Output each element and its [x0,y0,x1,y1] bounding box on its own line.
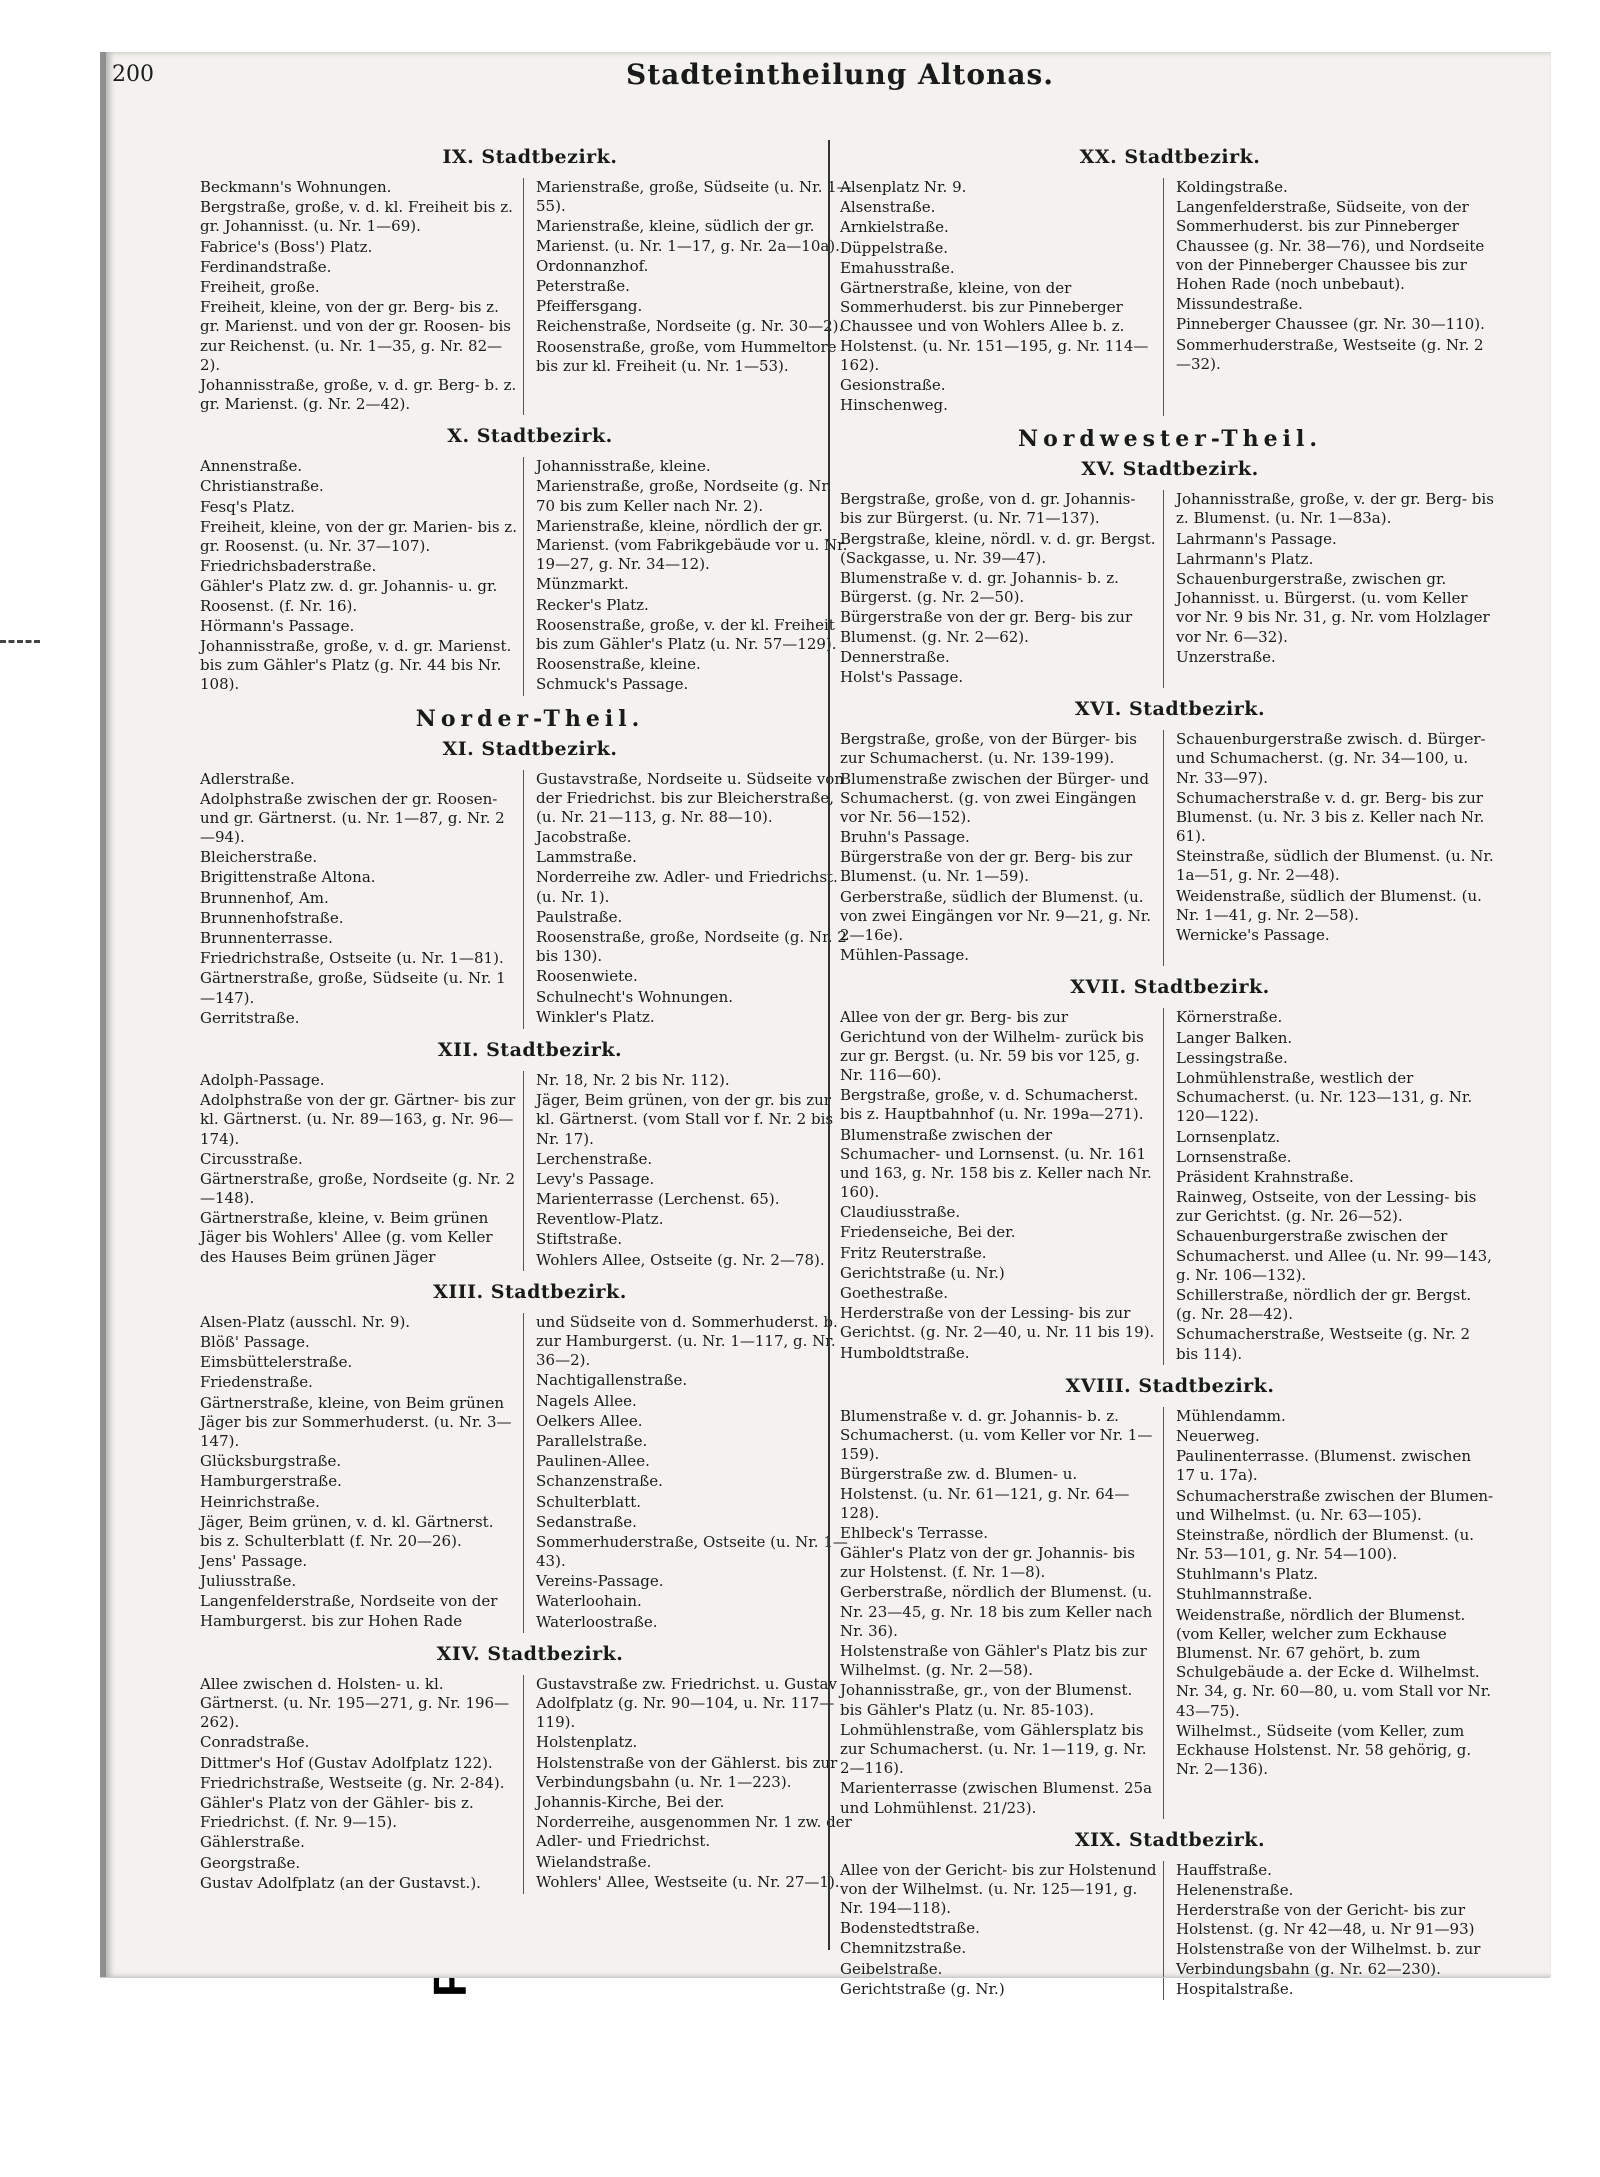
street-subcolumn [536,1675,860,1894]
district-heading: XVI. Stadtbezirk. [1074,698,1266,721]
street-entry: Ordonnanzhof. [536,256,649,275]
street-entry: Peterstraße. [536,276,630,295]
street-entry: Hinschenweg. [840,396,948,415]
street-entry: Paulinenterrasse. (Blumenst. zwischen 17 u. 17a). [1176,1447,1472,1485]
street-entry: Lohmühlenstraße, vom Gählersplatz bis zur Schumacherst. (u. Nr. 1—119, g. Nr. 2—116). [840,1720,1147,1778]
street-entry: Schanzenstraße. [536,1472,663,1491]
street-entry: Schumacherstraße, Westseite (g. Nr. 2 bis 114). [1176,1325,1471,1363]
street-entry: Fabrice's (Boss') Platz. [200,237,373,256]
street-entry: Bergstraße, kleine, nördl. v. d. gr. Bergst. (Sackgasse, u. Nr. 39—47). [840,529,1156,567]
street-entry: Sedanstraße. [536,1512,637,1531]
street-entry: Friedenstraße. [200,1373,313,1392]
right-column [840,140,1500,2010]
street-entry: Weidenstraße, nördlich der Blumenst. (vom Keller, welcher zum Eckhause Blumenst. Nr. 67 gehört, b. zum Schulgebäude a. der Ecke d. Wilhelmst. Nr. 34, g. Nr. 60—80, u. vom Stall vor Nr. 43—75). [1176,1605,1491,1720]
street-entry: Schauenburgerstraße zwischen der Schumacherst. und Allee (u. Nr. 99—143, g. Nr. 106—132). [1176,1227,1492,1284]
street-subcolumn [1176,730,1500,966]
left-column [200,140,860,1904]
district-heading: X. Stadtbezirk. [447,425,613,448]
street-subcolumn [840,490,1164,688]
street-entry: Reventlow-Platz. [536,1210,664,1229]
street-entry: Gustav Adolfplatz (an der Gustavst.). [200,1873,481,1892]
street-entry: Missundestraße. [1176,295,1303,314]
street-entry: Schauenburgerstraße zwisch. d. Bürger- und Schumacherst. (g. Nr. 34—100, u. Nr. 33—97). [1176,730,1486,787]
street-entry: Marienstraße, kleine, nördlich der gr. Marienst. (vom Fabrikgebäude vor u. Nr. 19—27, g. Nr. 34—12). [536,516,848,574]
street-entry: Gärtnerstraße, kleine, von Beim grünen Jäger bis zur Sommerhuderst. (u. Nr. 3—147). [200,1393,512,1450]
street-entry: Brunnenhofstraße. [200,908,344,927]
street-entry: Johannisstraße, gr., von der Blumenst. bis Gähler's Platz (u. Nr. 85-103). [840,1681,1133,1719]
street-entry: Emahusstraße. [840,258,955,277]
street-entry: Wielandstraße. [536,1852,652,1871]
street-entry: Dennerstraße. [840,647,950,666]
page-number: 200 [112,62,154,87]
street-subcolumn [840,730,1164,966]
street-entry: Freiheit, kleine, von der gr. Berg- bis z. gr. Marienst. und von der gr. Roosen- bis zur Reichenst. (u. Nr. 1—35, g. Nr. 82—2). [200,298,511,374]
street-entry: Marienstraße, große, Südseite (u. Nr. 1—55). [536,178,852,216]
street-subcolumn [200,1071,524,1271]
street-entry: Glücksburgstraße. [200,1452,342,1471]
street-entry: Ehlbeck's Terrasse. [840,1523,989,1542]
street-entry: Schillerstraße, nördlich der gr. Bergst. (g. Nr. 28—42). [1176,1286,1472,1324]
street-entry: Alsen-Platz (ausschl. Nr. 9). [200,1312,411,1331]
street-entry: Annenstraße. [200,457,303,476]
street-entry: Pfeiffersgang. [536,297,643,316]
street-entry: Bürgerstraße von der gr. Berg- bis zur Blumenst. (u. Nr. 1—59). [840,848,1133,886]
street-entry: Friedenseiche, Bei der. [840,1223,1016,1242]
district-street-list [200,770,860,1029]
street-subcolumn [1176,1407,1500,1819]
street-entry: Roosenwiete. [536,967,638,986]
street-entry: Oelkers Allee. [536,1411,643,1430]
street-entry: Gesionstraße. [840,375,946,394]
street-entry: Holst's Passage. [840,667,964,686]
district-street-list [200,1313,860,1633]
street-subcolumn [840,1008,1164,1364]
district-street-list [840,1008,1500,1364]
street-entry: Körnerstraße. [1176,1008,1283,1027]
street-entry: Holstenstraße von der Wilhelmst. b. zur Verbindungsbahn (g. Nr. 62—230). [1176,1940,1481,1978]
district-street-list [200,1675,860,1894]
street-entry: Friedrichstraße, Ostseite (u. Nr. 1—81). [200,949,504,968]
street-entry: Allee von der Gericht- bis zur Holstenund von der Wilhelmst. (u. Nr. 125—191, g. Nr. 194—118). [840,1860,1157,1918]
street-entry: Bergstraße, große, v. d. kl. Freiheit bis z. gr. Johannisst. (u. Nr. 1—69). [200,198,513,236]
street-entry: Gärtnerstraße, große, Südseite (u. Nr. 1—147). [200,969,506,1007]
street-subcolumn [536,1313,860,1633]
street-entry: Gerichtstraße (u. Nr.) [840,1263,1005,1282]
district-street-list [840,178,1500,416]
street-entry: Lammstraße. [536,848,637,867]
street-entry: Lahrmann's Passage. [1176,529,1337,548]
street-entry: Jacobstraße. [536,828,632,847]
street-entry: Lessingstraße. [1176,1048,1288,1067]
street-entry: Alsenstraße. [840,198,936,217]
street-entry: Waterloohain. [536,1592,642,1611]
street-entry: Bergstraße, große, von d. gr. Johannis- bis zur Bürgerst. (u. Nr. 71—137). [840,490,1136,528]
street-entry: Paulstraße. [536,907,623,926]
street-entry: Lahrmann's Platz. [1176,549,1314,568]
street-entry: Gähler's Platz zw. d. gr. Johannis- u. gr. Roosenst. (f. Nr. 16). [200,577,498,615]
district-heading: XV. Stadtbezirk. [1081,458,1259,481]
street-entry: Roosenstraße, große, v. der kl. Freiheit bis zum Gähler's Platz (u. Nr. 57—129). [536,615,837,653]
street-entry: Johannisstraße, große, v. d. gr. Berg- b. z. gr. Marienst. (g. Nr. 2—42). [200,375,517,414]
street-entry: Gärtnerstraße, kleine, v. Beim grünen Jäger bis Wohlers' Allee (g. vom Keller des Hauses Beim grünen Jäger [200,1209,493,1266]
street-entry: Gerberstraße, südlich der Blumenst. (u. von zwei Eingängen vor Nr. 9—21, g. Nr. 2—16e). [840,887,1151,944]
street-subcolumn [1176,490,1500,688]
street-entry: Johannisstraße, kleine. [536,457,711,476]
street-subcolumn [1176,1861,1500,2000]
street-entry: Weidenstraße, südlich der Blumenst. (u. Nr. 1—41, g. Nr. 2—58). [1176,886,1482,924]
street-entry: Nachtigallenstraße. [536,1371,688,1390]
page-title: Stadteintheilung Altonas. [625,58,1055,91]
street-entry: Bürgerstraße von der gr. Berg- bis zur Blumenst. (g. Nr. 2—62). [840,608,1133,646]
street-entry: Gustavstraße zw. Friedrichst. u. Gustav Adolfplatz (g. Nr. 90—104, u. Nr. 117—119). [536,1674,837,1732]
street-entry: Fritz Reuterstraße. [840,1243,987,1262]
street-entry: Gähler's Platz von der Gähler- bis z. Friedrichst. (f. Nr. 9—15). [200,1793,474,1832]
street-entry: Bruhn's Passage. [840,828,970,847]
street-entry: Roosenstraße, große, Nordseite (g. Nr. 2 bis 130). [536,928,847,966]
street-entry: Marienstraße, kleine, südlich der gr. Marienst. (u. Nr. 1—17, g. Nr. 2a—10a). [536,217,840,255]
street-entry: Parallelstraße. [536,1431,648,1450]
street-entry: Schulnecht's Wohnungen. [536,987,733,1006]
street-subcolumn [840,178,1164,416]
street-entry: Beckmann's Wohnungen. [200,178,392,196]
street-entry: Jens' Passage. [200,1552,308,1571]
street-entry: Wernicke's Passage. [1176,926,1330,944]
street-entry: Stuhlmannstraße. [1176,1585,1313,1604]
street-entry: Präsident Krahnstraße. [1176,1167,1354,1186]
street-entry: Marienstraße, große, Nordseite (g. Nr. 70 bis zum Keller nach Nr. 2). [536,477,832,515]
street-entry: Lohmühlenstraße, westlich der Schumacherst. (u. Nr. 123—131, g. Nr. 120—122). [1176,1068,1473,1126]
district-heading: XII. Stadtbezirk. [437,1038,623,1061]
street-entry: Marienterrasse (Lerchenst. 65). [536,1190,780,1209]
street-subcolumn [536,770,860,1029]
street-entry: Roosenstraße, kleine. [536,655,701,674]
street-entry: Neuerweg. [1176,1426,1260,1445]
street-entry: Steinstraße, nördlich der Blumenst. (u. Nr. 53—101, g. Nr. 54—100). [1176,1525,1475,1564]
street-entry: und Südseite von d. Sommerhuderst. b. zur Hamburgerst. (u. Nr. 1—117, g. Nr. 36—2). [536,1312,838,1370]
side-banner [0,0,42,2177]
street-entry: Gärtnerstraße, kleine, von der Sommerhuderst. bis zur Pinneberger Chaussee und von Wohlers Allee b. z. Holstenst. (u. Nr. 151—195, g. Nr. 114—162). [840,278,1149,374]
district-heading: XVII. Stadtbezirk. [1070,976,1270,999]
street-entry: Humboldtstraße. [840,1343,970,1362]
street-entry: Vereins-Passage. [536,1572,664,1591]
street-entry: Levy's Passage. [536,1169,655,1188]
district-heading: XI. Stadtbezirk. [442,737,618,760]
street-entry: Christianstraße. [200,477,324,496]
street-entry: Mühlen-Passage. [840,946,970,965]
street-entry: Stiftstraße. [536,1230,623,1249]
street-entry: Geibelstraße. [840,1959,943,1978]
street-entry: Bergstraße, große, von der Bürger- bis zur Schumacherst. (u. Nr. 139-199). [840,730,1137,768]
page-bottom-edge [100,1977,1550,1978]
street-subcolumn [200,1675,524,1894]
street-entry: Holstenplatz. [536,1733,638,1752]
district-heading: XX. Stadtbezirk. [1079,146,1261,168]
street-entry: Langer Balken. [1176,1028,1293,1047]
street-entry: Steinstraße, südlich der Blumenst. (u. Nr. 1a—51, g. Nr. 2—48). [1176,847,1494,885]
street-entry: Blumenstraße zwischen der Schumacher- und Lornsenst. (u. Nr. 161 und 163, g. Nr. 158 bis z. Keller nach Nr. 160). [840,1125,1152,1202]
street-subcolumn [1176,1008,1500,1364]
street-subcolumn [840,1407,1164,1819]
district-street-list [840,1861,1500,2000]
street-entry: Rainweg, Ostseite, von der Lessing- bis zur Gerichtst. (g. Nr. 26—52). [1176,1188,1477,1226]
street-entry: Circusstraße. [200,1149,303,1168]
street-entry: Lornsenstraße. [1176,1147,1292,1166]
street-entry: Eimsbüttelerstraße. [200,1353,353,1372]
street-entry: Friedrichsbaderstraße. [200,557,377,576]
street-entry: Düppelstraße. [840,238,949,257]
street-subcolumn [536,457,860,695]
street-entry: Freiheit, große. [200,277,320,296]
street-entry: Winkler's Platz. [536,1007,655,1026]
street-entry: Adolphstraße zwischen der gr. Roosen- und gr. Gärtnerst. (u. Nr. 1—87, g. Nr. 2—94). [200,789,505,847]
street-entry: Nagels Allee. [536,1391,637,1410]
street-entry: Waterloostraße. [536,1612,658,1631]
street-subcolumn [536,178,860,415]
street-entry: Bürgerstraße zw. d. Blumen- u. Holstenst. (u. Nr. 61—121, g. Nr. 64—128). [840,1465,1130,1522]
street-entry: Dittmer's Hof (Gustav Adolfplatz 122). [200,1753,493,1772]
street-entry: Koldingstraße. [1176,178,1288,196]
street-entry: Norderreihe zw. Adler- und Friedrichst. (u. Nr. 1). [536,868,838,906]
street-entry: Herderstraße von der Gericht- bis zur Holstenst. (g. Nr 42—48, u. Nr 91—93) [1176,1901,1475,1939]
district-street-list [840,730,1500,966]
street-subcolumn [1176,178,1500,416]
street-entry: Brigittenstraße Altona. [200,868,376,887]
cut-mark [0,640,40,643]
street-entry: Norderreihe, ausgenommen Nr. 1 zw. der Adler- und Friedrichst. [536,1813,852,1851]
street-entry: Allee zwischen d. Holsten- u. kl. Gärtnerst. (u. Nr. 195—271, g. Nr. 196—262). [200,1674,510,1732]
street-entry: Freiheit, kleine, von der gr. Marien- bis z. gr. Roosenst. (u. Nr. 37—107). [200,517,517,555]
street-subcolumn [200,457,524,695]
street-entry: Jäger, Beim grünen, v. d. kl. Gärtnerst. bis z. Schulterblatt (f. Nr. 20—26). [200,1512,494,1550]
street-entry: Münzmarkt. [536,575,629,594]
column-divider [828,140,830,1950]
street-entry: Wohlers' Allee, Westseite (u. Nr. 27—1). [536,1872,840,1891]
district-heading: XIII. Stadtbezirk. [433,1280,627,1303]
street-entry: Adlerstraße. [200,769,295,788]
street-entry: Holstenstraße von der Gählerst. bis zur Verbindungsbahn (u. Nr. 1—223). [536,1753,838,1791]
street-entry: Gähler's Platz von der gr. Johannis- bis zur Holstenst. (f. Nr. 1—8). [840,1544,1135,1582]
street-entry: Blumenstraße zwischen der Bürger- und Schumacherst. (g. von zwei Eingängen vor Nr. 56—152). [840,769,1150,826]
district-street-list [840,1407,1500,1819]
street-entry: Paulinen-Allee. [536,1452,650,1471]
street-entry: Schumacherstraße zwischen der Blumen- und Wilhelmst. (u. Nr. 63—105). [1176,1486,1494,1524]
street-subcolumn [200,770,524,1029]
street-entry: Gustavstraße, Nordseite u. Südseite von der Friedrichst. bis zur Bleicherstraße, (u. Nr. 21—113, g. Nr. 88—10). [536,769,844,826]
street-entry: Fesq's Platz. [200,497,295,516]
district-heading: XVIII. Stadtbezirk. [1065,1374,1275,1397]
street-entry: Schauenburgerstraße, zwischen gr. Johannisst. u. Bürgerst. (u. vom Keller vor Nr. 9 bis Nr. 31, g. Nr. vom Holzlager vor Nr. 6—32). [1176,570,1490,646]
street-entry: Brunnenhof, Am. [200,888,329,907]
street-entry: Hauffstraße. [1176,1860,1272,1879]
street-subcolumn [200,1313,524,1633]
street-entry: Georgstraße. [200,1853,301,1872]
street-entry: Sommerhuderstraße, Ostseite (u. Nr. 1—43). [536,1532,848,1571]
street-entry: Schmuck's Passage. [536,675,689,694]
street-entry: Bleicherstraße. [200,848,318,867]
street-entry: Lerchenstraße. [536,1149,653,1168]
district-heading: XIX. Stadtbezirk. [1074,1828,1266,1851]
street-entry: Blöß' Passage. [200,1333,310,1351]
street-entry: Blumenstraße v. d. gr. Johannis- b. z. Schumacherst. (u. vom Keller vor Nr. 1—159). [840,1406,1153,1464]
street-entry: Arnkielstraße. [840,218,949,237]
street-entry: Johannisstraße, große, v. der gr. Berg- bis z. Blumenst. (u. Nr. 1—83a). [1176,490,1494,528]
street-entry: Gerichtstraße (g. Nr.) [840,1979,1005,1998]
street-entry: Gählerstraße. [200,1833,305,1852]
street-entry: Alsenplatz Nr. 9. [840,178,967,196]
district-heading: IX. Stadtbezirk. [442,146,618,168]
street-entry: Herderstraße von der Lessing- bis zur Gerichtst. (g. Nr. 2—40, u. Nr. 11 bis 19). [840,1304,1155,1342]
street-entry: Holstenstraße von Gähler's Platz bis zur Wilhelmst. (g. Nr. 2—58). [840,1642,1147,1680]
district-street-list [840,490,1500,688]
district-heading: XIV. Stadtbezirk. [436,1642,624,1665]
street-entry: Reichenstraße, Nordseite (g. Nr. 30—2). [536,317,844,336]
street-entry: Blumenstraße v. d. gr. Johannis- b. z. Bürgerst. (g. Nr. 2—50). [840,569,1119,607]
street-entry: Brunnenterrasse. [200,929,333,947]
street-entry: Stuhlmann's Platz. [1176,1565,1319,1584]
street-entry: Heinrichstraße. [200,1492,320,1511]
street-entry: Adolphstraße von der gr. Gärtner- bis zur kl. Gärtnerst. (u. Nr. 89—163, g. Nr. 96—174). [200,1091,516,1148]
district-street-list [200,1071,860,1271]
street-entry: Wohlers Allee, Ostseite (g. Nr. 2—78). [536,1250,825,1269]
street-entry: Sommerhuderstraße, Westseite (g. Nr. 2—32). [1176,335,1484,373]
street-entry: Nr. 18, Nr. 2 bis Nr. 112). [536,1070,730,1089]
street-subcolumn [536,1071,860,1271]
part-heading: Nordwester-Theil. [1017,426,1323,453]
street-entry: Conradstraße. [200,1733,310,1752]
street-entry: Goethestraße. [840,1284,948,1302]
street-entry: Gerritstraße. [200,1008,300,1027]
street-entry: Bergstraße, große, v. d. Schumacherst. bis z. Hauptbahnhof (u. Nr. 199a—271). [840,1086,1144,1124]
street-subcolumn [200,178,524,415]
street-entry: Lornsenplatz. [1176,1127,1281,1146]
street-entry: Roosenstraße, große, vom Hummeltore bis zur kl. Freiheit (u. Nr. 1—53). [536,337,837,375]
part-heading: Norder-Theil. [415,705,645,732]
street-entry: Adolph-Passage. [200,1070,325,1089]
street-entry: Langenfelderstraße, Nordseite von der Hamburgerst. bis zur Hohen Rade [200,1592,498,1630]
street-entry: Ferdinandstraße. [200,257,332,276]
street-entry: Gerberstraße, nördlich der Blumenst. (u. Nr. 23—45, g. Nr. 18 bis zum Keller nach Nr. 36). [840,1583,1153,1640]
street-entry: Bodenstedtstraße. [840,1919,980,1938]
street-entry: Johannis-Kirche, Bei der. [536,1792,725,1811]
street-subcolumn [840,1861,1164,2000]
street-entry: Johannisstraße, große, v. d. gr. Marienst. bis zum Gähler's Platz (g. Nr. 44 bis Nr. 108). [200,636,512,694]
street-entry: Mühlendamm. [1176,1406,1286,1425]
street-entry: Langenfelderstraße, Südseite, von der Sommerhuderst. bis zur Pinneberger Chaussee (g. Nr. 38—76), und Nordseite von der Pinneberger Chaussee bis zur Hohen Rade (noch unbebaut). [1176,198,1485,293]
street-entry: Claudiusstraße. [840,1203,961,1222]
street-entry: Chemnitzstraße. [840,1939,967,1958]
street-entry: Hospitalstraße. [1176,1979,1294,1998]
street-entry: Hamburgerstraße. [200,1472,342,1491]
district-street-list [200,457,860,695]
street-entry: Gärtnerstraße, große, Nordseite (g. Nr. 2—148). [200,1169,516,1208]
street-entry: Recker's Platz. [536,595,649,614]
street-entry: Marienterrasse (zwischen Blumenst. 25a und Lohmühlenst. 21/23). [840,1779,1153,1817]
street-entry: Wilhelmst., Südseite (vom Keller, zum Eckhause Holstenst. Nr. 58 gehörig, g. Nr. 2—136). [1176,1721,1472,1779]
street-entry: Jäger, Beim grünen, von der gr. bis zur kl. Gärtnerst. (vom Stall vor f. Nr. 2 bis Nr. 17). [536,1091,834,1148]
street-entry: Allee von der gr. Berg- bis zur Gerichtund von der Wilhelm- zurück bis zur gr. Bergst. (u. Nr. 59 bis vor 125, g. Nr. 116—60). [840,1008,1144,1084]
street-entry: Juliusstraße. [200,1572,297,1591]
street-entry: Helenenstraße. [1176,1880,1294,1899]
street-entry: Friedrichstraße, Westseite (g. Nr. 2-84). [200,1773,505,1792]
district-street-list [200,178,860,415]
street-entry: Unzerstraße. [1176,647,1276,666]
street-entry: Schulterblatt. [536,1492,642,1511]
street-entry: Pinneberger Chaussee (gr. Nr. 30—110). [1176,315,1485,334]
street-entry: Hörmann's Passage. [200,616,355,635]
street-entry: Schumacherstraße v. d. gr. Berg- bis zur Blumenst. (u. Nr. 3 bis z. Keller nach Nr. 61). [1176,788,1485,846]
